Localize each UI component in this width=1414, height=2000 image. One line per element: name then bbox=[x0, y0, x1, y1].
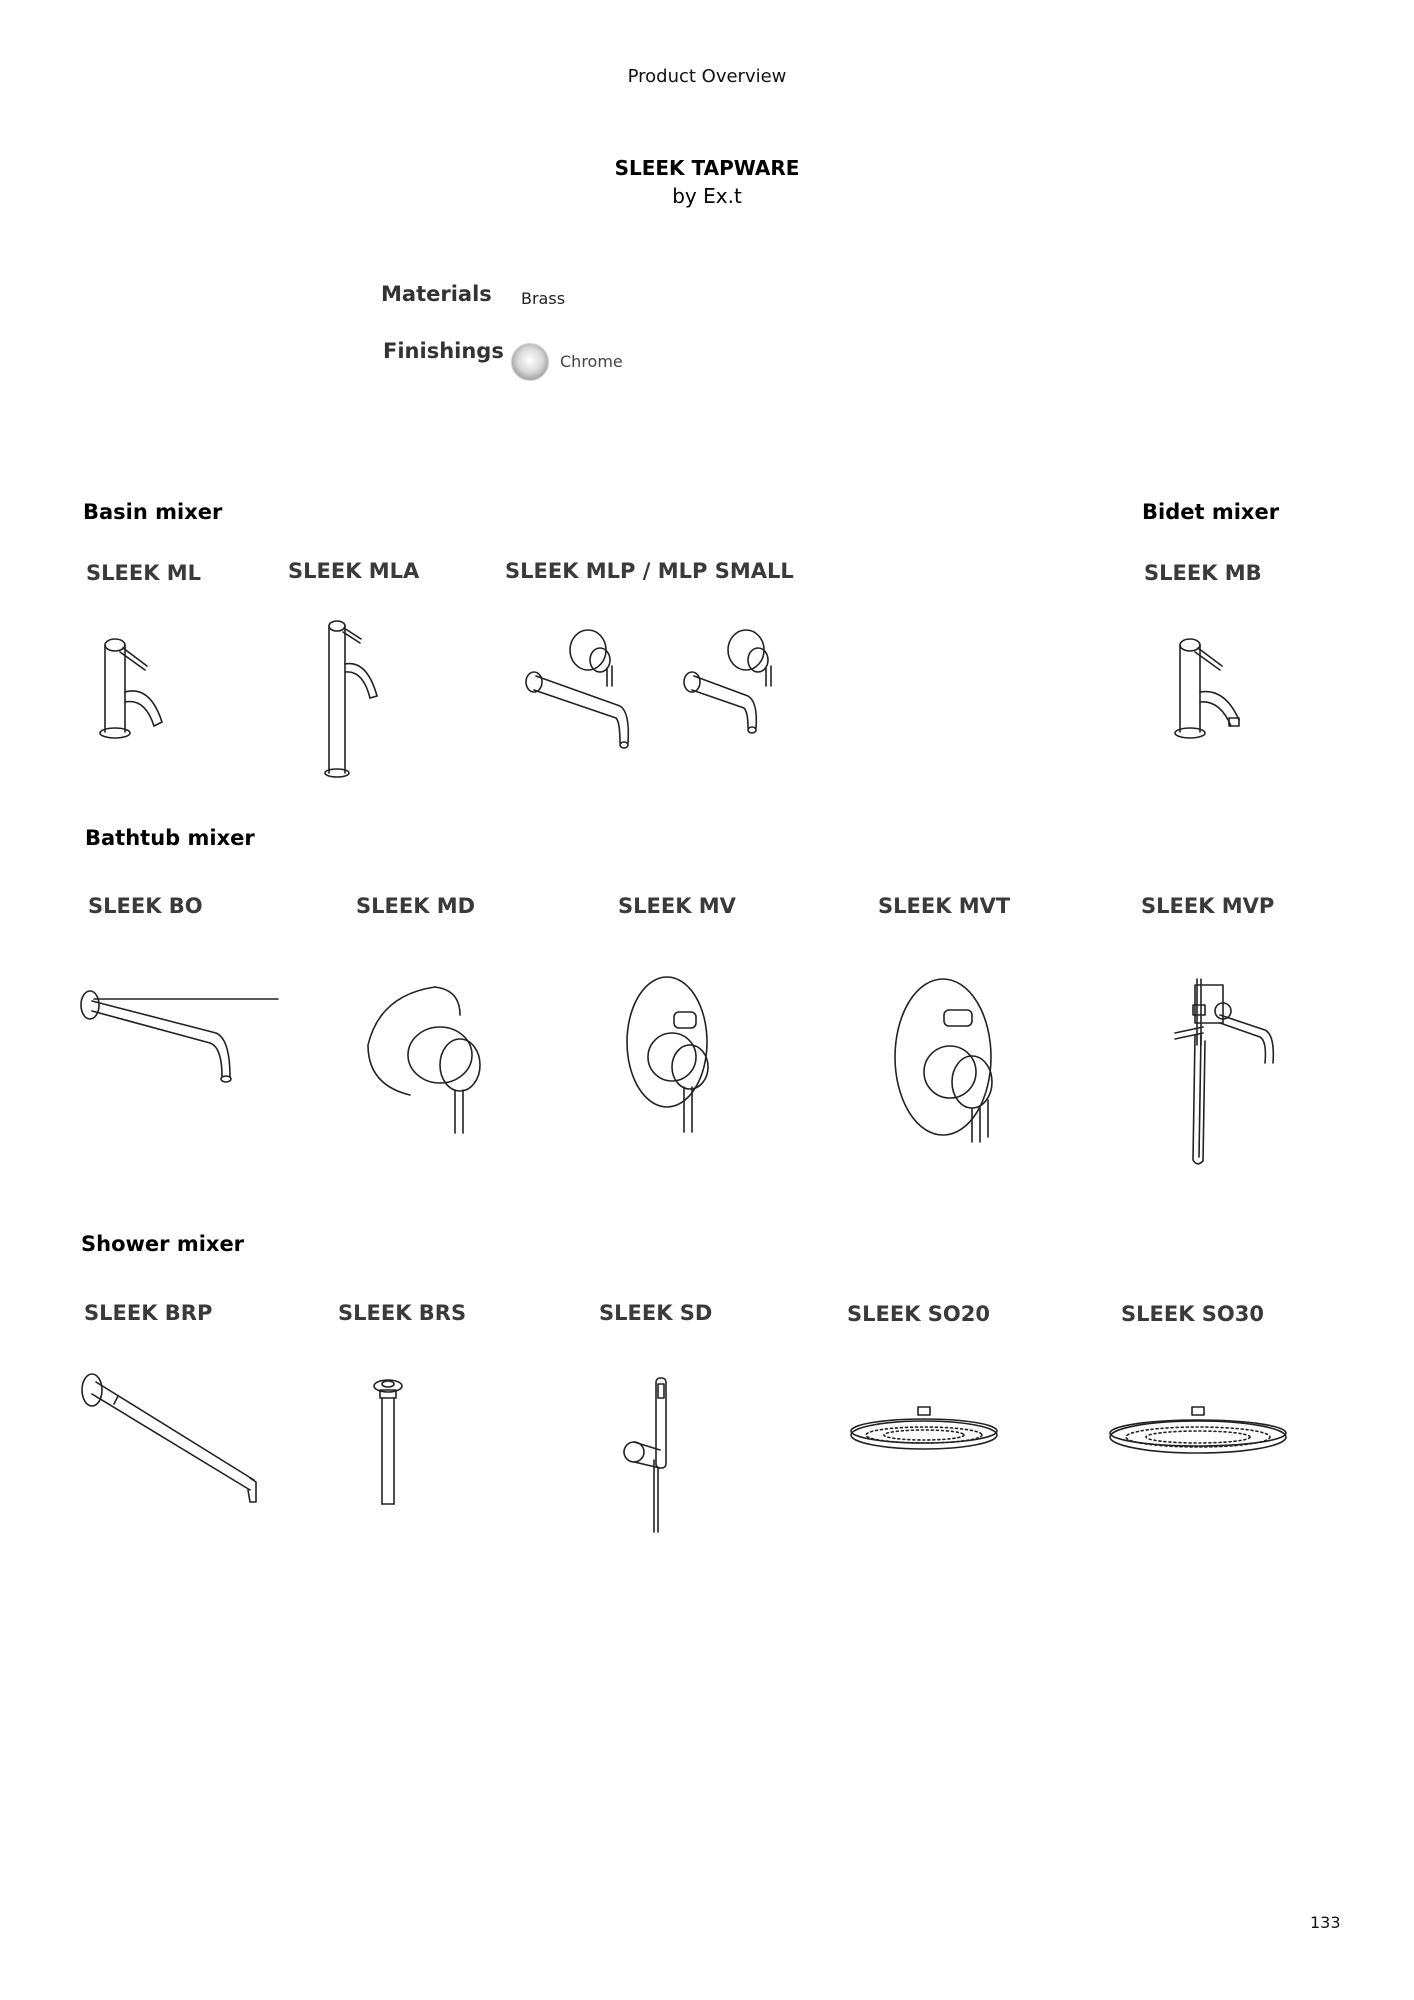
product-name-sleek-bo: SLEEK BO bbox=[88, 894, 203, 918]
materials-label: Materials bbox=[381, 282, 492, 306]
sleek-bo-drawing bbox=[78, 985, 238, 1085]
chrome-swatch-icon bbox=[511, 343, 549, 381]
section-title-bidet: Bidet mixer bbox=[1142, 500, 1280, 524]
product-name-sleek-sd: SLEEK SD bbox=[599, 1301, 713, 1325]
sleek-mlp-drawing bbox=[520, 628, 640, 768]
product-name-sleek-mlp: SLEEK MLP / MLP SMALL bbox=[505, 559, 794, 583]
product-name-sleek-so30: SLEEK SO30 bbox=[1121, 1302, 1264, 1326]
sleek-md-drawing bbox=[360, 985, 490, 1135]
sleek-mlp-small-drawing bbox=[678, 628, 798, 758]
section-title-basin: Basin mixer bbox=[83, 500, 223, 524]
product-name-sleek-mb: SLEEK MB bbox=[1144, 561, 1262, 585]
sleek-brp-drawing bbox=[78, 1372, 263, 1512]
section-title-shower: Shower mixer bbox=[81, 1232, 245, 1256]
sleek-ml-drawing bbox=[90, 630, 190, 750]
page-number: 133 bbox=[1310, 1913, 1341, 1932]
product-name-sleek-mvp: SLEEK MVP bbox=[1141, 894, 1275, 918]
product-name-sleek-brp: SLEEK BRP bbox=[84, 1301, 213, 1325]
product-name-sleek-ml: SLEEK ML bbox=[86, 561, 202, 585]
sleek-brs-drawing bbox=[368, 1372, 418, 1512]
product-name-sleek-mvt: SLEEK MVT bbox=[878, 894, 1011, 918]
page-subtitle: by Ex.t bbox=[672, 184, 742, 208]
sleek-mvt-drawing bbox=[888, 972, 1018, 1147]
product-name-sleek-mla: SLEEK MLA bbox=[288, 559, 420, 583]
section-title-bathtub: Bathtub mixer bbox=[85, 826, 255, 850]
finishings-label: Finishings bbox=[383, 339, 504, 363]
sleek-mvp-drawing bbox=[1165, 975, 1285, 1175]
page-header-label: Product Overview bbox=[627, 66, 787, 87]
materials-value: Brass bbox=[521, 289, 566, 308]
sleek-sd-drawing bbox=[608, 1370, 678, 1540]
sleek-so20-drawing bbox=[848, 1405, 1003, 1465]
sleek-mb-drawing bbox=[1165, 630, 1265, 750]
product-name-sleek-md: SLEEK MD bbox=[356, 894, 476, 918]
sleek-so30-drawing bbox=[1108, 1405, 1293, 1465]
sleek-mla-drawing bbox=[315, 618, 395, 788]
product-name-sleek-so20: SLEEK SO20 bbox=[847, 1302, 990, 1326]
product-name-sleek-mv: SLEEK MV bbox=[618, 894, 736, 918]
page-title: SLEEK TAPWARE bbox=[614, 156, 800, 180]
finish-name: Chrome bbox=[560, 352, 623, 371]
product-name-sleek-brs: SLEEK BRS bbox=[338, 1301, 467, 1325]
sleek-mv-drawing bbox=[612, 972, 732, 1137]
